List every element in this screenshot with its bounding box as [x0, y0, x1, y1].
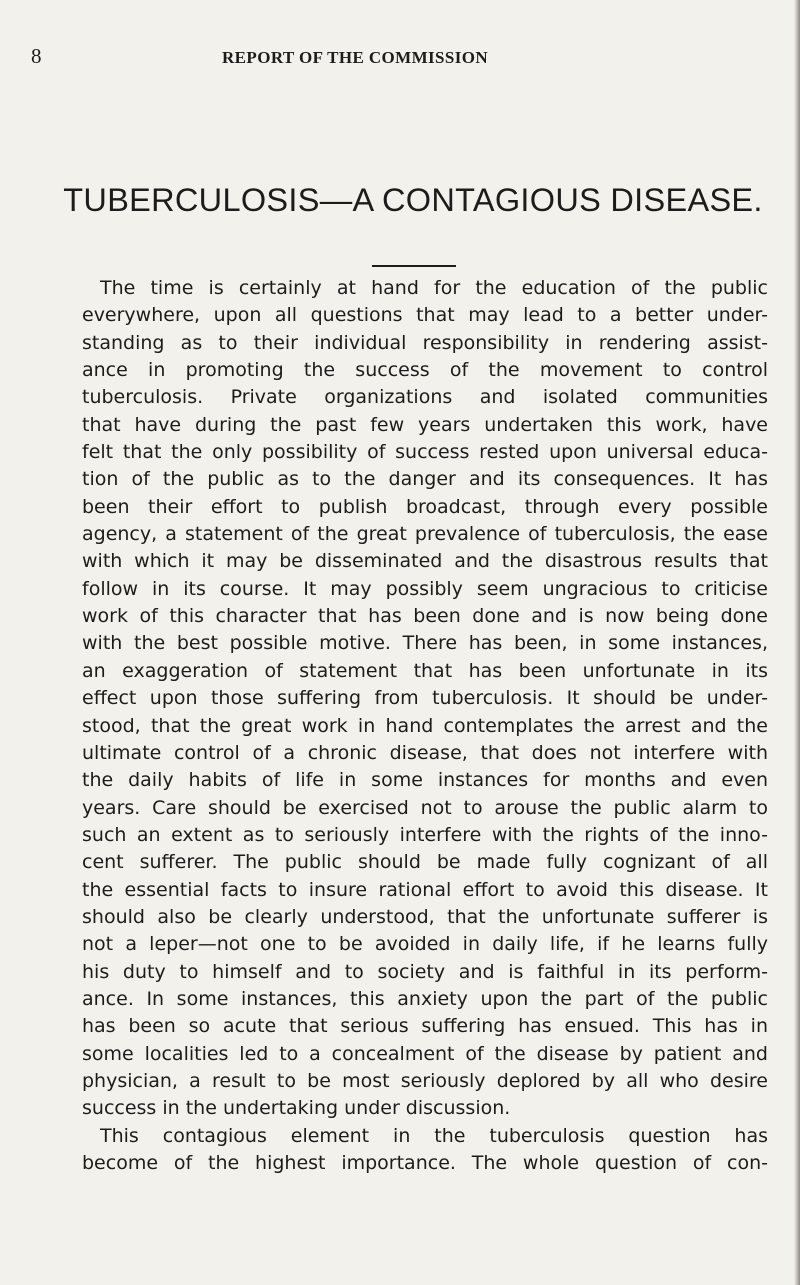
text-line: tuberculosis. Private organizations and isolated communities	[82, 386, 768, 409]
text-line: become of the highest importance. The whole question of con-	[82, 1152, 768, 1174]
text-line: physician, a result to be most seriously deplored by all who desire	[82, 1069, 768, 1092]
text-line: everywhere, upon all questions that may lead to a better under-	[82, 304, 768, 327]
text-line: such an extent as to seriously interfere with the rights of the inno-	[82, 823, 768, 846]
text-line: years. Care should be exercised not to arouse the public alarm to	[82, 796, 768, 819]
text-line: with the best possible motive. There has been, in some instances,	[82, 632, 768, 655]
text-line: cent sufferer. The public should be made fully cognizant of all	[82, 851, 768, 874]
title-rule	[372, 265, 456, 267]
page-edge-shadow	[794, 0, 800, 1285]
text-line: some localities led to a concealment of the disease by patient and	[82, 1042, 768, 1065]
text-line: success in the undertaking under discussion.	[82, 1097, 511, 1120]
text-line: ance in promoting the success of the movement to control	[82, 359, 768, 382]
running-head: REPORT OF THE COMMISSION	[222, 48, 489, 67]
section-title: TUBERCULOSIS—A CONTAGIOUS DISEASE.	[63, 182, 763, 218]
text-line: been their effort to publish broadcast, through every possible	[82, 495, 768, 518]
text-line: work of this character that has been done and is now being done	[82, 605, 768, 628]
text-line: the essential facts to insure rational effort to avoid this disease. It	[82, 878, 768, 901]
text-line: agency, a statement of the great prevalence of tuberculosis, the ease	[82, 523, 768, 546]
text-line: follow in its course. It may possibly seem ungracious to criticise	[82, 577, 768, 600]
text-line: ultimate control of a chronic disease, that does not interfere with	[82, 741, 768, 764]
page-number: 8	[31, 44, 42, 68]
text-line: has been so acute that serious suffering has ensued. This has in	[82, 1015, 768, 1038]
text-line: This contagious element in the tuberculosis question has	[100, 1124, 768, 1147]
text-line: that have during the past few years undertaken this work, have	[82, 413, 768, 436]
text-line: his duty to himself and to society and is faithful in its perform-	[82, 960, 768, 983]
text-line: tion of the public as to the danger and its consequences. It has	[82, 468, 768, 491]
text-line: the daily habits of life in some instances for months and even	[82, 769, 768, 792]
text-line: should also be clearly understood, that the unfortunate sufferer is	[82, 905, 768, 928]
text-line: with which it may be disseminated and the disastrous results that	[82, 550, 768, 573]
text-line: not a leper—not one to be avoided in daily life, if he learns fully	[82, 933, 768, 956]
text-line: ance. In some instances, this anxiety upon the part of the public	[82, 987, 768, 1010]
text-line: effect upon those suffering from tuberculosis. It should be under-	[82, 687, 768, 710]
text-line: felt that the only possibility of success rested upon universal educa-	[82, 441, 768, 464]
body-text	[82, 275, 768, 1177]
text-line: stood, that the great work in hand contemplates the arrest and the	[82, 714, 768, 737]
text-line: an exaggeration of statement that has been unfortunate in its	[82, 659, 768, 682]
text-line: standing as to their individual responsibility in rendering assist-	[82, 331, 768, 354]
text-line: The time is certainly at hand for the education of the public	[100, 277, 768, 299]
